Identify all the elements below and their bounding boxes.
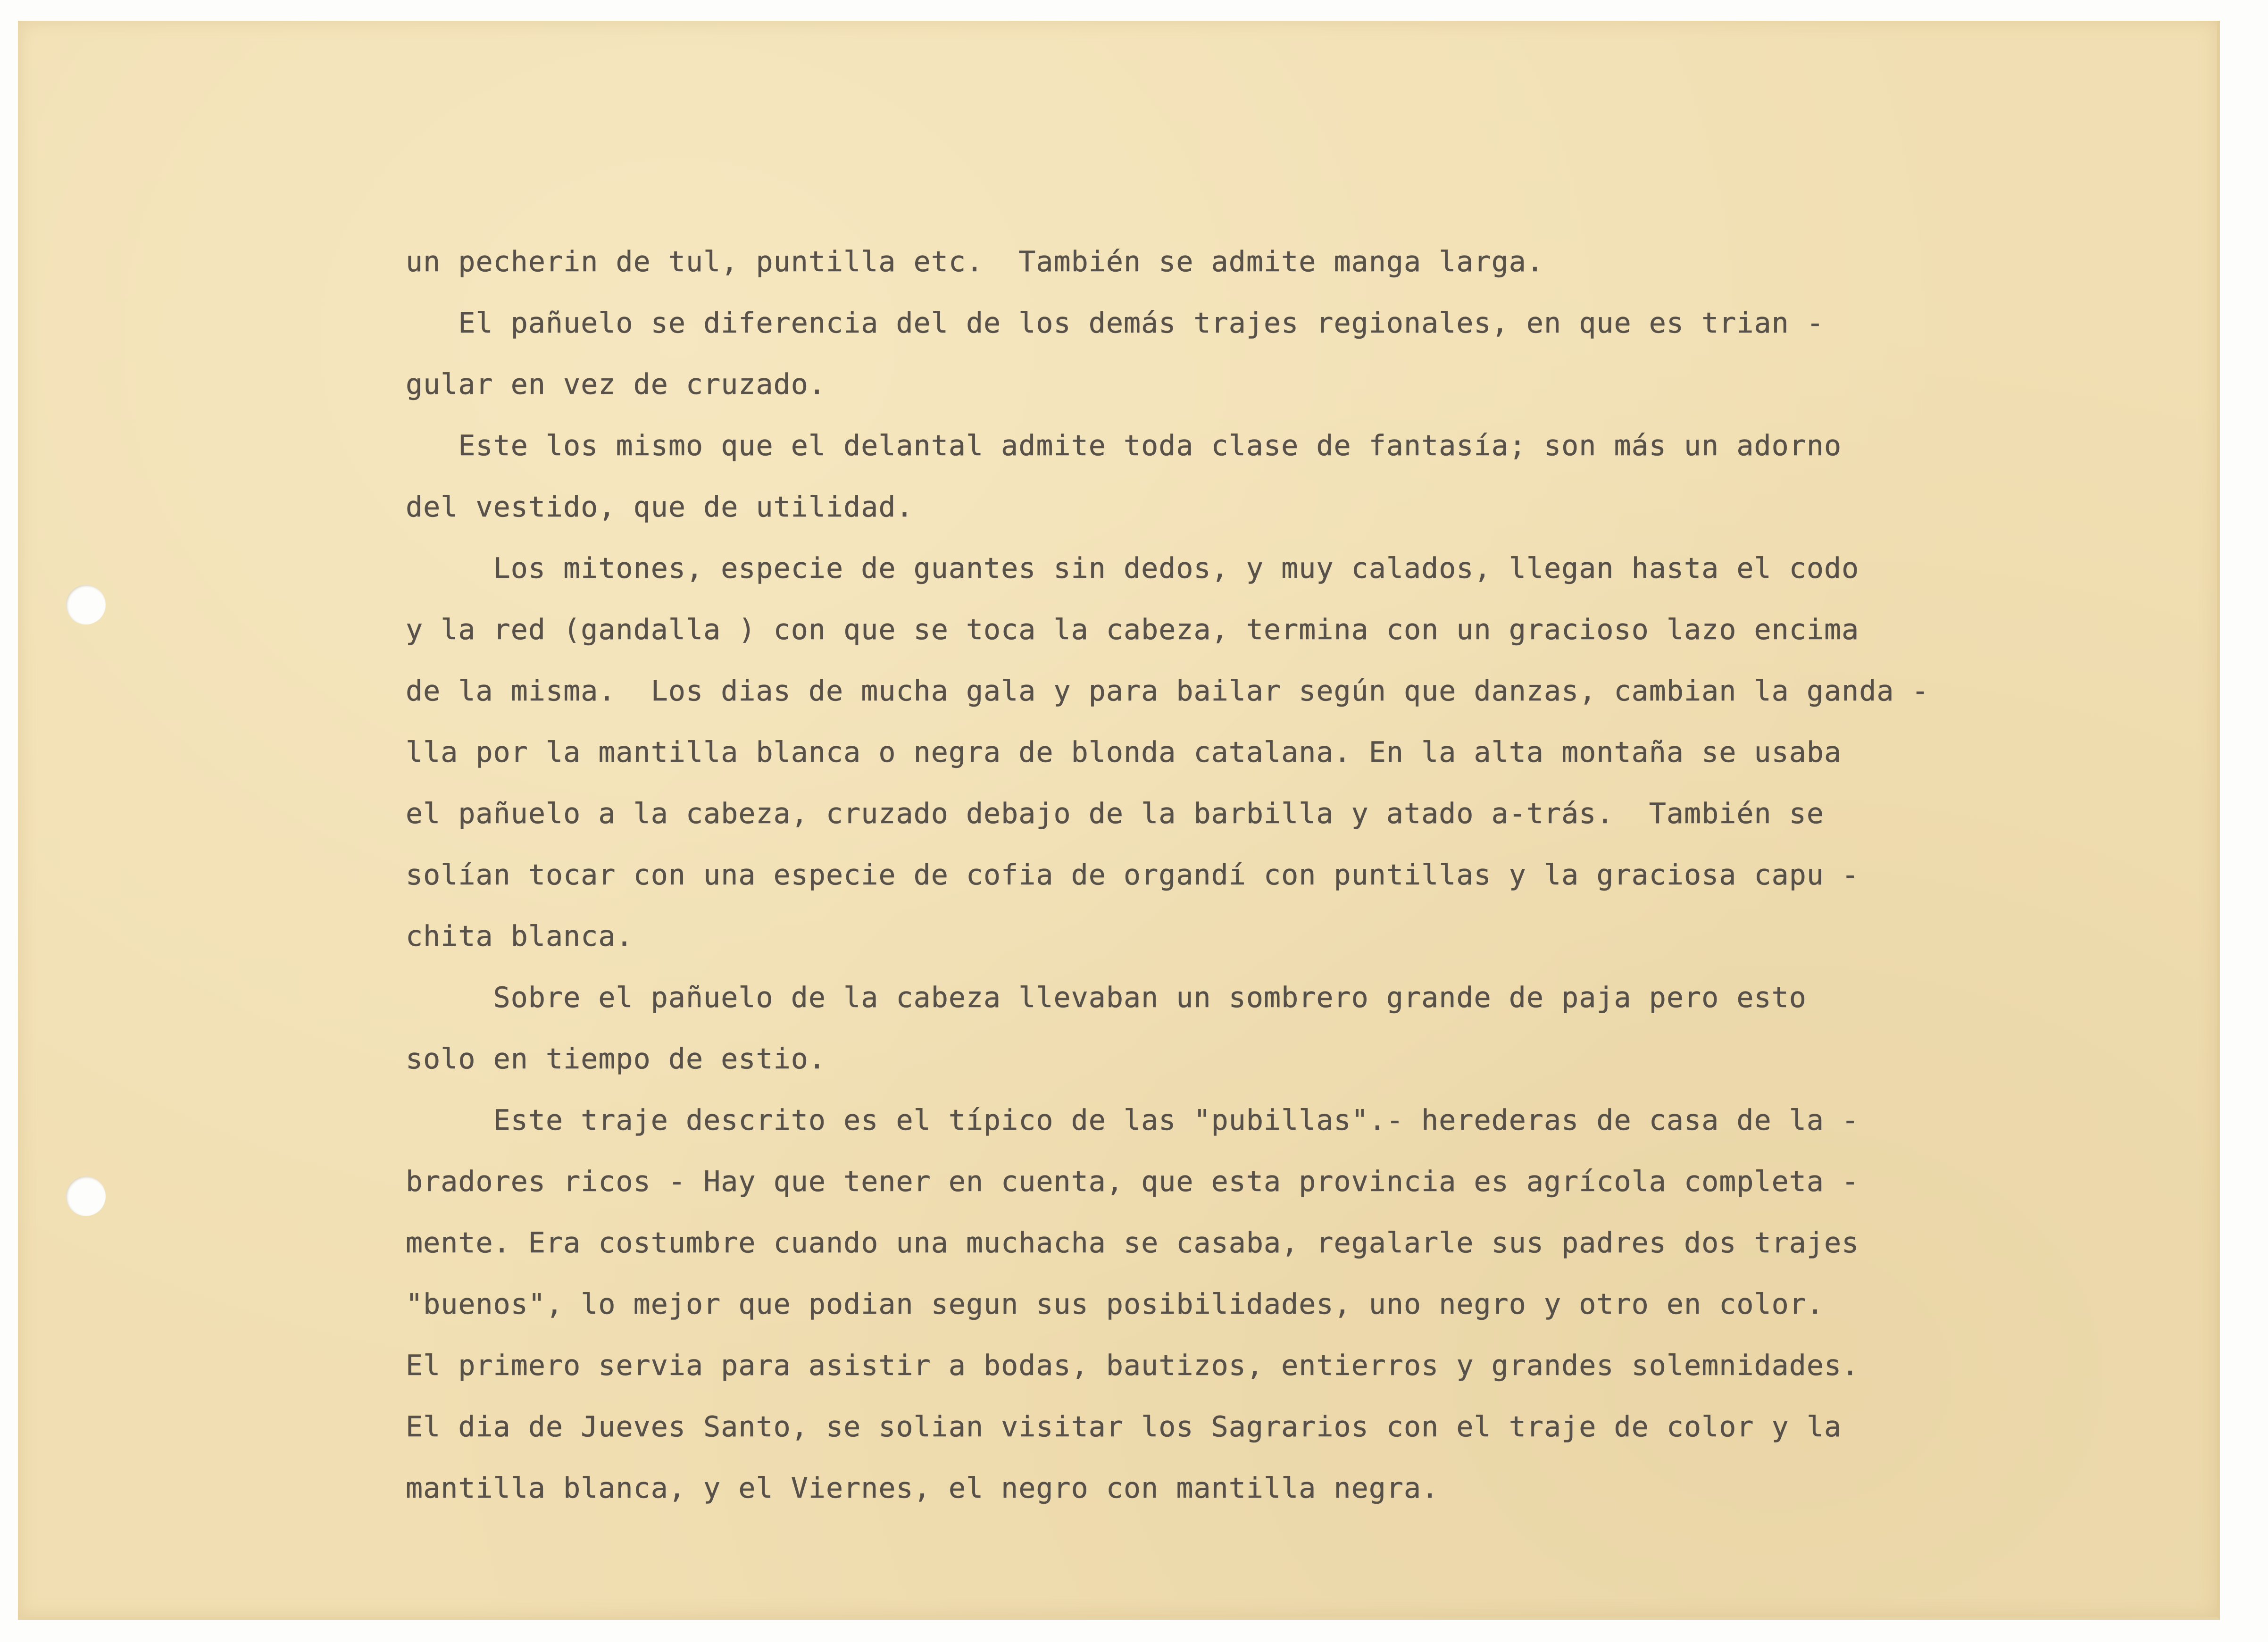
text-line-8: de la misma. Los dias de mucha gala y para bailar según que danzas, cambian la ganda - [406,675,1929,708]
text-line-18: "buenos", lo mejor que podian segun sus posibilidades, uno negro y otro en color. [406,1288,1824,1321]
text-line-19: El primero servia para asistir a bodas, bautizos, entierros y grandes solemnidades. [406,1349,1859,1382]
text-line-20: El dia de Jueves Santo, se solian visitar los Sagrarios con el traje de color y la [406,1410,1842,1443]
text-line-13: Sobre el pañuelo de la cabeza llevaban un sombrero grande de paja pero esto [406,981,1807,1014]
text-line-16: bradores ricos - Hay que tener en cuenta, que esta provincia es agrícola completa - [406,1165,1859,1198]
text-line-10: el pañuelo a la cabeza, cruzado debajo de la barbilla y atado a-trás. También se [406,797,1824,830]
text-line-21: mantilla blanca, y el Viernes, el negro con mantilla negra. [406,1472,1439,1505]
text-line-2: El pañuelo se diferencia del de los demás trajes regionales, en que es trian - [406,307,1824,340]
text-line-17: mente. Era costumbre cuando una muchacha se casaba, regalarle sus padres dos trajes [406,1226,1859,1259]
text-line-4: Este los mismo que el delantal admite toda clase de fantasía; son más un adorno [406,429,1842,462]
text-line-15: Este traje descrito es el típico de las "pubillas".- herederas de casa de la - [406,1104,1859,1137]
text-line-5: del vestido, que de utilidad. [406,491,914,524]
text-line-14: solo en tiempo de estio. [406,1042,826,1075]
text-line-7: y la red (gandalla ) con que se toca la cabeza, termina con un gracioso lazo encima [406,613,1859,646]
text-line-3: gular en vez de cruzado. [406,368,826,401]
text-line-12: chita blanca. [406,920,634,953]
text-line-6: Los mitones, especie de guantes sin dedos, y muy calados, llegan hasta el codo [406,552,1859,585]
text-line-9: lla por la mantilla blanca o negra de blonda catalana. En la alta montaña se usaba [406,736,1842,769]
punch-hole-bottom [66,1176,106,1216]
punch-hole-top [66,585,106,625]
text-line-11: solían tocar con una especie de cofia de organdí con puntillas y la graciosa capu - [406,859,1859,892]
text-line-1: un pecherin de tul, puntilla etc. También se admite manga larga. [406,245,1544,278]
